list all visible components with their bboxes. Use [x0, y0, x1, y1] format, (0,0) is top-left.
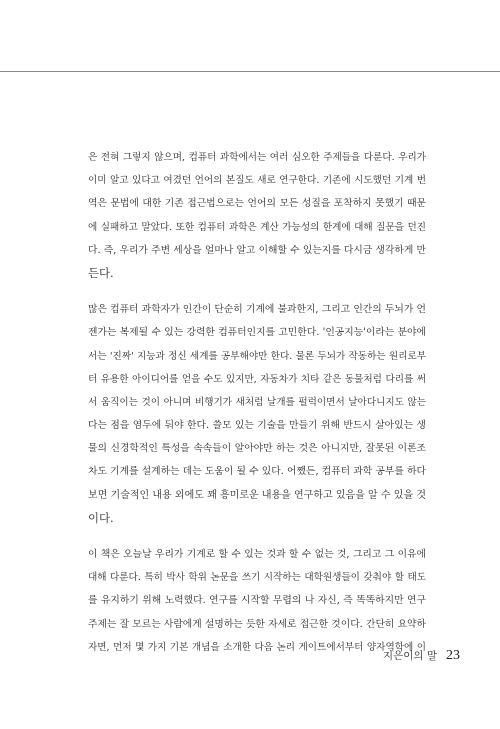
text-line: 주제는 잘 모르는 사람에게 설명하는 듯한 자세로 접근한 것이다. 간단히 요약하: [88, 618, 426, 630]
text-line: 보면 기술적인 내용 외에도 꽤 흥미로운 내용을 연구하고 있음을 알 수 있을 것: [88, 489, 426, 501]
page-number: 23: [446, 648, 460, 663]
text-line: 를 유지하기 위해 노력했다. 연구를 시작할 무렵의 나 자신, 즉 똑똑하지만 연구: [88, 595, 426, 607]
paragraph: [88, 298, 426, 530]
text-line: 서는 '진짜' 지능과 정신 세계를 공부해야만 한다. 물론 두뇌가 작동하는 원리로부: [88, 350, 426, 362]
running-footer-title: 지은이의 말: [382, 650, 437, 662]
paragraph: [88, 543, 426, 659]
page-footer: [383, 648, 460, 664]
text-line: 다는 점을 염두에 둬야 한다. 쓸모 있는 기술을 만들기 위해 반드시 살아있는 생: [88, 420, 426, 432]
text-line: 에 실패하고 말았다. 또한 컴퓨터 과학은 계산 가능성의 한계에 대해 질문을 던진: [88, 221, 426, 233]
text-line: 자면, 먼저 몇 가지 기본 개념을 소개한 다음 논리 게이트에서부터 양자역학에 이: [88, 641, 426, 653]
text-line: 대해 다룬다. 특히 박사 학위 논문을 쓰기 시작하는 대학원생들이 갖춰야 할 태도: [88, 572, 426, 584]
text-line: 든다.: [88, 265, 114, 280]
text-line: 이다.: [88, 510, 114, 525]
text-line: 물의 신경학적인 특성을 속속들이 알아야만 하는 것은 아니지만, 잘못된 이론조: [88, 443, 426, 455]
text-line: 역은 문법에 대한 기존 접근법으로는 언어의 모든 성질을 포착하지 못했기 때문: [88, 198, 426, 210]
text-line: 이미 알고 있다고 여겼던 언어의 본질도 새로 연구한다. 기존에 시도했던 기계 번: [88, 175, 426, 187]
text-line: 많은 컴퓨터 과학자가 인간이 단순히 기계에 불과한지, 그리고 인간의 두뇌가 언: [88, 304, 426, 316]
header-rule: [0, 71, 500, 72]
paragraph: [88, 146, 426, 285]
body-text: [88, 146, 426, 672]
text-line: 서 움직이는 것이 아니며 비행기가 새처럼 날개를 펄럭이면서 날아다니지도 않는: [88, 396, 426, 408]
text-line: 다. 즉, 우리가 주변 세상을 얼마나 알고 이해할 수 있는지를 다시금 생각하게 만: [88, 244, 426, 256]
text-line: 이 책은 오늘날 우리가 기계로 할 수 있는 것과 할 수 없는 것, 그리고 그 이유에: [88, 549, 426, 560]
text-line: 차도 기계를 설계하는 데는 도움이 될 수 있다. 어쨌든, 컴퓨터 과학 공부를 하다: [88, 466, 426, 478]
text-line: 은 전혀 그렇지 않으며, 컴퓨터 과학에서는 여러 심오한 주제들을 다룬다. 우리가: [88, 152, 426, 163]
text-line: 젠가는 복제될 수 있는 강력한 컴퓨터인지를 고민한다. '인공지능'이라는 분야에: [88, 327, 426, 339]
text-line: 터 유용한 아이디어를 얻을 수도 있지만, 자동차가 치타 같은 동물처럼 다리를 써: [88, 373, 426, 385]
